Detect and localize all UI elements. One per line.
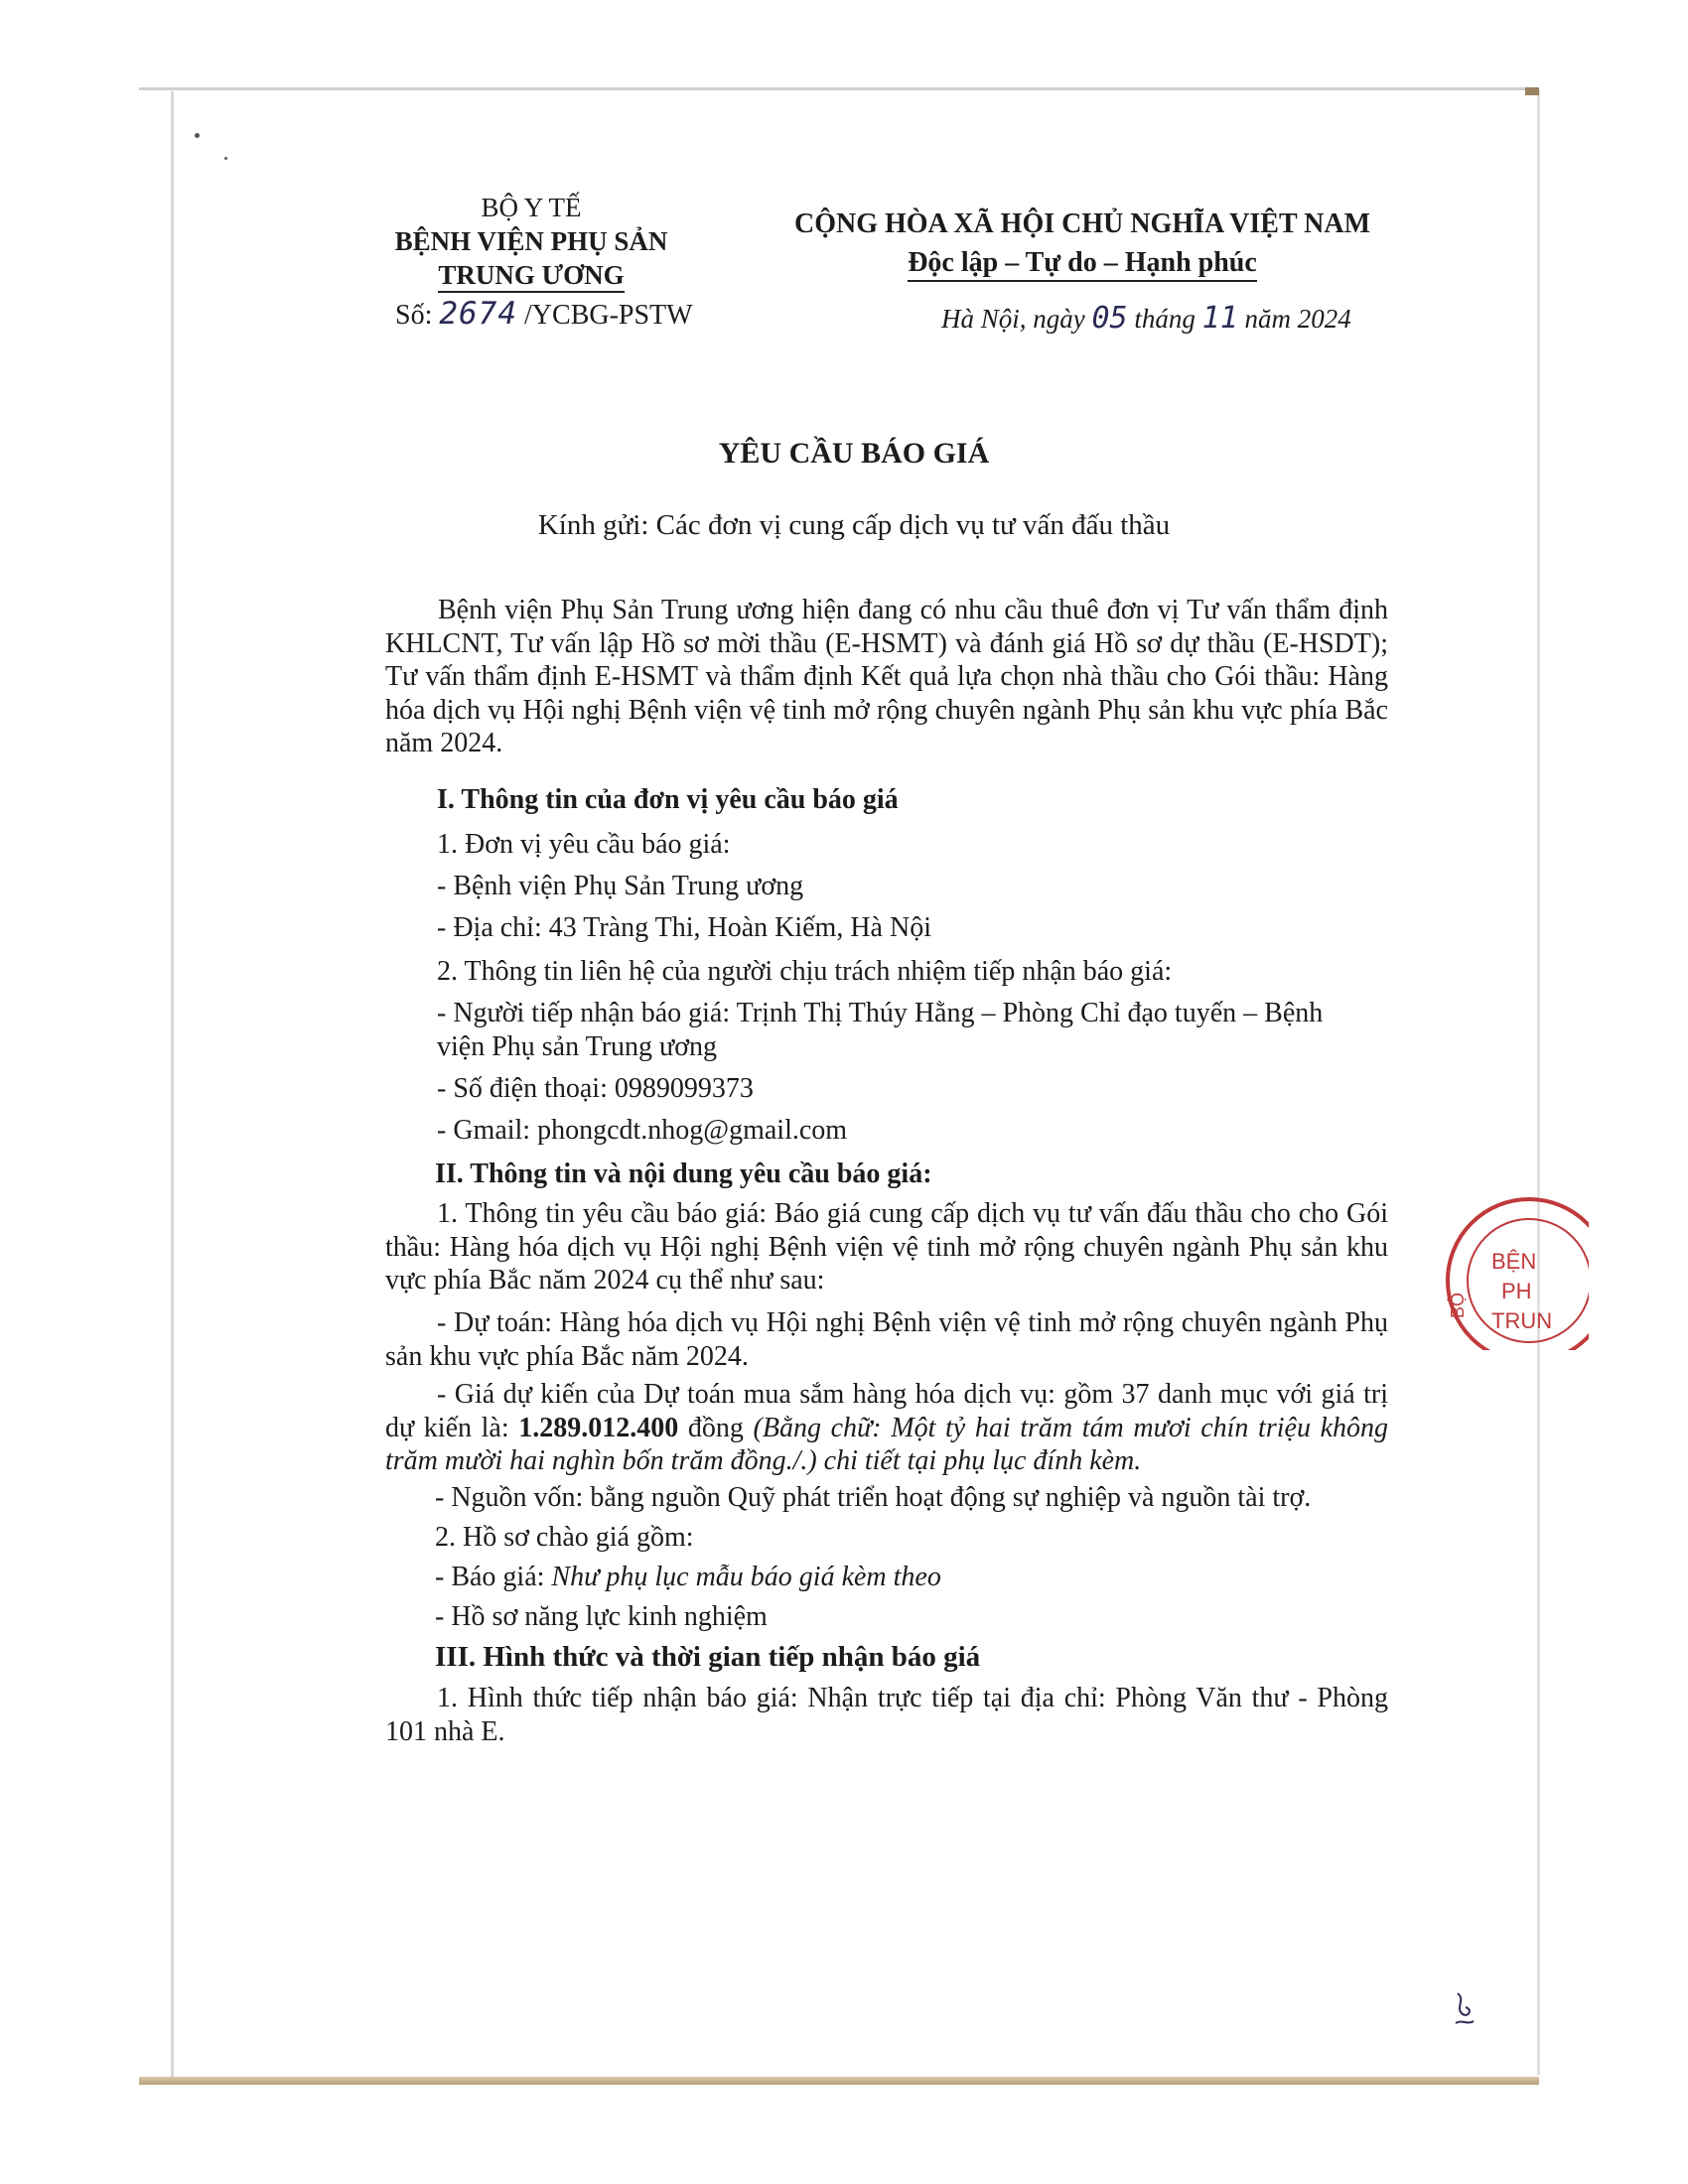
issue-date [941, 301, 1351, 336]
intro-paragraph: Bệnh viện Phụ Sản Trung ương hiện đang có nhu cầu thuê đơn vị Tư vấn thẩm định KHLCNT, Tư vấn lập Hồ sơ mời thầu (E-HSMT) và đánh giá Hồ sơ dự thầu (E-HSDT); Tư vấn thẩm định E-HSMT và thẩm định Kết quả lựa chọn nhà thầu cho Gói thầu: Hàng hóa dịch vụ Hội nghị Bệnh viện vệ tinh mở rộng chuyên ngành Phụ sản khu vực phía Bắc năm 2024. [385, 595, 1388, 759]
section2-item1: 1. Thông tin yêu cầu báo giá: Báo giá cung cấp dịch vụ tư vấn đấu thầu cho cho Gói thầu: Hàng hóa dịch vụ Hội nghị Bệnh viện vệ tinh mở rộng chuyên ngành Phụ sản khu vực phía Bắc năm 2024 cụ thể như sau: [385, 1198, 1388, 1297]
estimate-paragraph: - Dự toán: Hàng hóa dịch vụ Hội nghị Bệnh viện vệ tinh mở rộng chuyên ngành Phụ sản khu vực phía Bắc năm 2024. [385, 1307, 1388, 1372]
stamp-text-line3: TRUN [1491, 1308, 1553, 1333]
contact-phone: - Số điện thoại: 0989099373 [437, 1073, 754, 1104]
scan-bottom-edge [139, 2077, 1539, 2085]
document-number-suffix: /YCBG-PSTW [517, 300, 693, 331]
date-suffix: năm 2024 [1237, 304, 1351, 334]
section1-heading: I. Thông tin của đơn vị yêu cầu báo giá [437, 784, 899, 815]
document-number-prefix: Số: [395, 300, 440, 331]
price-unit: đồng [678, 1412, 754, 1443]
initial-signature-mark [1452, 1989, 1477, 2029]
receiver-line2: viện Phụ sản Trung ương [437, 1031, 718, 1062]
scan-left-edge [171, 91, 174, 2077]
date-day-handwritten: 05 [1091, 301, 1128, 336]
stamp-text-line1: BỆN [1491, 1249, 1537, 1274]
unit-address: - Địa chỉ: 43 Tràng Thi, Hoàn Kiếm, Hà Nội [437, 912, 931, 943]
section1-item2: 2. Thông tin liên hệ của người chịu trách nhiệm tiếp nhận báo giá: [437, 956, 1173, 987]
scan-top-edge [139, 87, 1539, 90]
price-paragraph [385, 1378, 1388, 1478]
date-month-handwritten: 11 [1201, 301, 1238, 336]
date-mid: tháng [1127, 304, 1202, 334]
hospital-name-line2 [348, 260, 715, 291]
nation-name: CỘNG HÒA XÃ HỘI CHỦ NGHĨA VIỆT NAM [793, 208, 1371, 239]
section2-item2: 2. Hồ sơ chào giá gồm: [435, 1522, 694, 1553]
scan-right-edge [1537, 89, 1540, 2075]
date-prefix: Hà Nội, ngày [941, 304, 1092, 334]
section1-item1: 1. Đơn vị yêu cầu báo giá: [437, 829, 731, 860]
ministry-name: BỘ Y TẾ [481, 193, 582, 222]
section3-heading: III. Hình thức và thời gian tiếp nhận báo giá [435, 1641, 981, 1673]
scan-speck [224, 157, 227, 160]
hospital-name-line2-text: TRUNG ƯƠNG [438, 260, 624, 293]
contact-email: - Gmail: phongcdt.nhog@gmail.com [437, 1115, 848, 1146]
scan-corner-mark [1525, 87, 1539, 95]
receiver-line1: - Người tiếp nhận báo giá: Trịnh Thị Thúy Hằng – Phòng Chỉ đạo tuyến – Bệnh [437, 998, 1324, 1028]
document-number-handwritten: 2674 [439, 296, 518, 332]
hospital-name-line1: BỆNH VIỆN PHỤ SẢN [394, 226, 668, 256]
quote-value: Như phụ lục mẫu báo giá kèm theo [551, 1562, 941, 1592]
funding-source: - Nguồn vốn: bằng nguồn Quỹ phát triển hoạt động sự nghiệp và nguồn tài trợ. [435, 1482, 1312, 1513]
price-prefix: - Giá dự kiến của Dự toán mua sắm hàng hóa dịch vụ: gồm 37 danh mục với giá trị dự kiến là: [385, 1379, 1388, 1443]
national-motto [765, 247, 1400, 279]
price-value: 1.289.012.400 [518, 1412, 679, 1443]
section3-item1: 1. Hình thức tiếp nhận báo giá: Nhận trực tiếp tại địa chỉ: Phòng Văn thư - Phòng 101 nhà E. [385, 1683, 1388, 1747]
capability-document: - Hồ sơ năng lực kinh nghiệm [435, 1601, 768, 1632]
scan-speck [195, 133, 200, 138]
national-motto-text: Độc lập – Tự do – Hạnh phúc [908, 247, 1257, 282]
red-seal-stamp [1420, 1181, 1589, 1350]
unit-name: - Bệnh viện Phụ Sản Trung ương [437, 871, 804, 901]
document-number [395, 296, 693, 332]
quote-document [435, 1561, 1388, 1594]
price-in-words: (Bằng chữ: Một tỷ hai trăm tám mươi chín triệu không trăm mười hai nghìn bốn trăm đồng./.) chi tiết tại phụ lục đính kèm. [385, 1412, 1389, 1477]
stamp-edge-text: BỘ [1448, 1292, 1468, 1318]
section2-heading: II. Thông tin và nội dung yêu cầu báo giá: [435, 1159, 932, 1189]
stamp-text-line2: PH [1501, 1279, 1532, 1303]
addressee: Kính gửi: Các đơn vị cung cấp dịch vụ tư vấn đấu thầu [537, 509, 1171, 541]
quote-label: - Báo giá: [435, 1562, 552, 1592]
document-title: YÊU CẦU BÁO GIÁ [718, 437, 990, 470]
